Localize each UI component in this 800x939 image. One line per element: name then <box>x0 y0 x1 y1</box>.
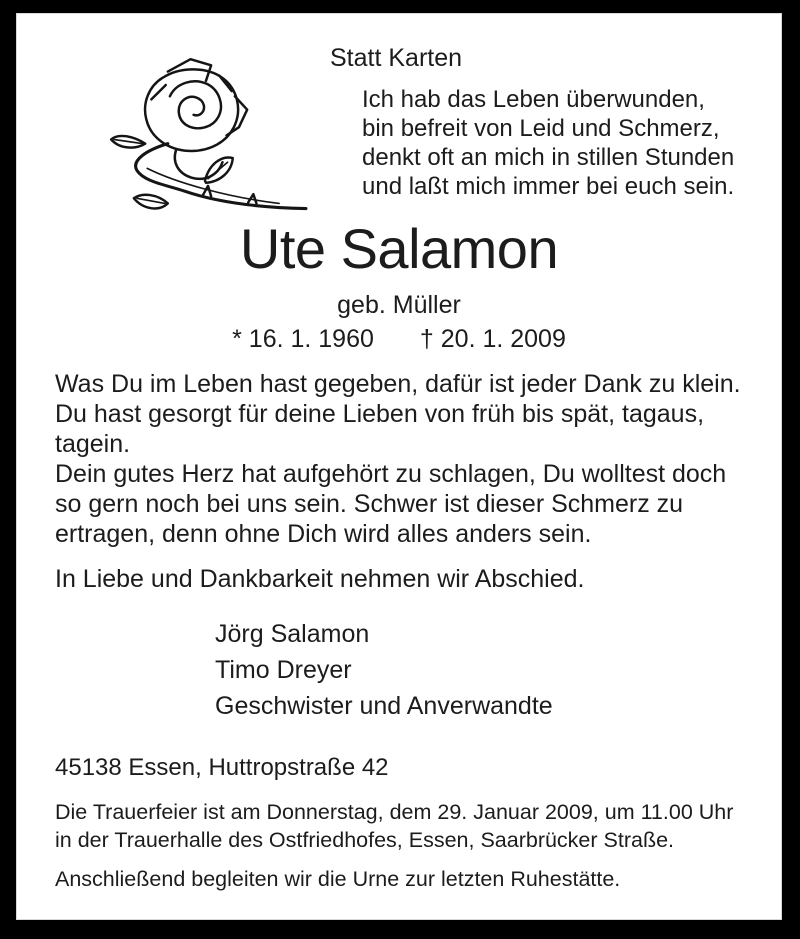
tribute-line: Dein gutes Herz hat aufgehört zu schlagen, Du wolltest doch <box>55 460 727 488</box>
tribute-text <box>55 369 741 549</box>
rose-icon <box>102 53 312 223</box>
deceased-name: Ute Salamon <box>239 217 559 280</box>
funeral-line: in der Trauerhalle des Ostfriedhofes, Essen, Saarbrücker Straße. <box>55 828 675 852</box>
tribute-line: Was Du im Leben hast gegeben, dafür ist jeder Dank zu klein. <box>55 370 741 398</box>
statt-karten-label: Statt Karten <box>330 44 463 72</box>
farewell-line: In Liebe und Dankbarkeit nehmen wir Abschied. <box>55 565 585 593</box>
address-line: 45138 Essen, Huttropstraße 42 <box>55 754 389 781</box>
birth-date: * 16. 1. 1960 <box>232 325 374 353</box>
obituary-sheet <box>16 13 782 920</box>
funeral-info <box>55 798 733 854</box>
death-date: † 20. 1. 2009 <box>419 325 566 353</box>
memorial-poem <box>362 85 734 201</box>
poem-line: denkt oft an mich in stillen Stunden <box>362 144 735 171</box>
mourners-list <box>215 616 553 724</box>
life-dates <box>16 325 782 353</box>
poem-line: Ich hab das Leben überwunden, <box>362 86 705 113</box>
mourner-name: Jörg Salamon <box>215 620 370 648</box>
tribute-line: ertragen, denn ohne Dich wird alles anders sein. <box>55 520 592 548</box>
mourner-name: Timo Dreyer <box>215 656 352 684</box>
maiden-name: geb. Müller <box>337 291 461 319</box>
tribute-line: so gern noch bei uns sein. Schwer ist dieser Schmerz zu <box>55 490 684 518</box>
tribute-line: tagein. <box>55 430 131 458</box>
funeral-line: Die Trauerfeier ist am Donnerstag, dem 29. Januar 2009, um 11.00 Uhr <box>55 800 734 824</box>
poem-line: bin befreit von Leid und Schmerz, <box>362 115 720 142</box>
mourner-name: Geschwister und Anverwandte <box>215 692 553 720</box>
tribute-line: Du hast gesorgt für deine Lieben von früh bis spät, tagaus, <box>55 400 705 428</box>
closing-line: Anschließend begleiten wir die Urne zur letzten Ruhestätte. <box>55 867 621 891</box>
poem-line: und laßt mich immer bei euch sein. <box>362 173 735 200</box>
